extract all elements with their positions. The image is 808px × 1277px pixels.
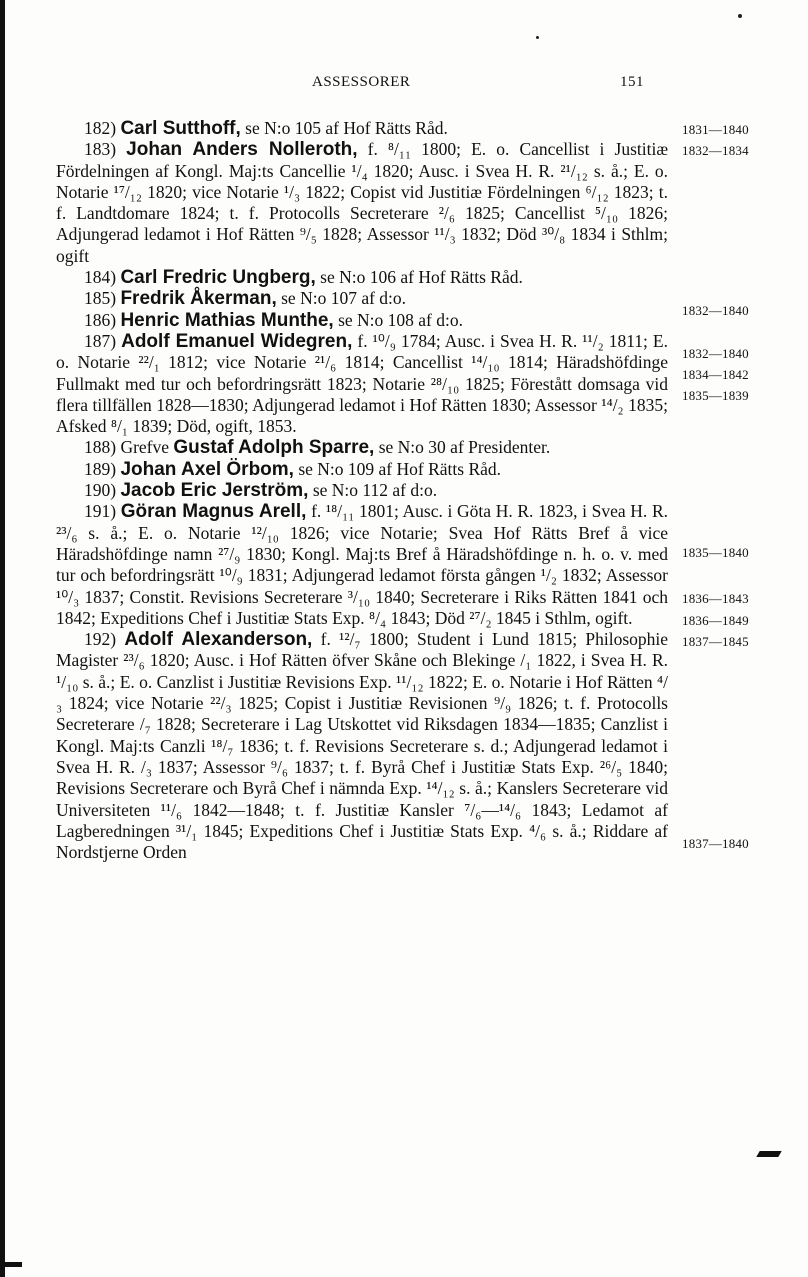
entry-years: 1832—1840 <box>682 303 749 318</box>
entry-text: f. ¹²/₇ 1800; Student i Lund 1815; Philosophie Magister ²³/₆ 1820; Ausc. i Hof Rätten öfver Skåne och Blekinge /₁ 1822, i Svea H. R. ¹/₁₀ s. å.; E. o. Canzlist i Justitiæ Revisions Exp. ¹¹/₁₂ 1822; E. o. Notarie i Hof Rätten ⁴/₃ 1824; vice Notarie ²²/₃ 1825; Copist i Justitiæ Revisionen ⁹/₉ 1826; t. f. Protocolls Secreterare /₇ 1828; Secreterare i Lag Utskottet vid Riksdagen 1834—1835; Canzlist i Kongl. Maj:ts Canzli ¹⁸/₇ 1836; t. f. Revisions Secreterare s. d.; Adjungerad ledamot i Svea H. R. /₃ 1837; Assessor ⁹/₆ 1837; t. f. Byrå Chef i Justitiæ Stats Exp. ²⁶/₅ 1840; Revisions Secreterare och Byrå Chef i nämnda Exp. ¹⁴/₁₂ s. å.; Kanslers Secreterare vid Universiteten ¹¹/₆ 1842—1848; t. f. Justitiæ Kansler ⁷/₆—¹⁴/₆ 1843; Ledamot af Lagberedningen ³¹/₁ 1845; Expeditions Chef i Justitiæ Stats Exp. ⁴/₆ s. å.; Riddare af Nordstjerne Orden <box>56 629 669 863</box>
entry-number: 182) <box>84 118 117 138</box>
entry-years: 1832—1840 <box>682 346 749 361</box>
register-entry <box>56 310 668 331</box>
speck-mark <box>536 36 539 39</box>
entry-number: 190) <box>84 480 117 501</box>
entry-text: se N:o 30 af Presidenter. <box>378 437 551 458</box>
entry-number: 191) <box>84 501 117 522</box>
entries-column <box>56 118 668 863</box>
entry-text: se N:o 112 af d:o. <box>312 480 438 501</box>
entry-text: f. ¹⁸/₁₁ 1801; Ausc. i Göta H. R. 1823, i Svea H. R. ²³/₆ s. å.; E. o. Notarie ¹²/₁₀ 1826; vice Notarie; Svea Hof Rätts Bref å vice Häradshöfdinge namn ²⁷/₉ 1830; Kongl. Maj:ts Bref å Häradshöfdinge n. h. o. v. med tur och befordringsrätt ¹⁰/₉ 1831; Adjungerad ledamot första gången ¹/₂ 1832; Assessor ¹⁰/₃ 1837; Constit. Revisions Secreterare ³/₁₀ 1840; Secreterare i Riks Rätten 1841 och 1842; Expeditions Chef i Justitiæ Stats Exp. ⁸/₄ 1843; Död ²⁷/₂ 1845 i Sthlm, ogift. <box>56 501 669 628</box>
page-number: 151 <box>620 74 644 90</box>
person-name: Jacob Eric Jerström, <box>120 480 309 502</box>
person-name: Adolf Alexanderson, <box>124 629 313 651</box>
entry-text: se N:o 109 af Hof Rätts Råd. <box>298 458 502 479</box>
person-name: Fredrik Åkerman, <box>120 288 277 310</box>
entry-years: 1836—1849 <box>682 613 749 628</box>
person-name: Göran Magnus Arell, <box>120 501 307 523</box>
register-entry <box>56 459 668 480</box>
register-entry <box>56 288 668 309</box>
running-title: ASSESSORER <box>312 74 411 90</box>
speck-mark <box>738 14 742 18</box>
person-name: Carl Fredric Ungberg, <box>120 267 316 289</box>
entry-years: 1836—1843 <box>682 591 749 606</box>
page-header <box>56 74 756 98</box>
person-name: Johan Anders Nolleroth, <box>126 139 358 161</box>
entry-number: 187) <box>84 330 117 351</box>
entry-years: 1832—1834 <box>682 143 749 158</box>
entry-years: 1835—1839 <box>682 388 749 403</box>
entry-years: 1831—1840 <box>682 122 749 137</box>
entry-number: 192) <box>84 629 117 650</box>
entry-text: se N:o 106 af Hof Rätts Råd. <box>320 267 523 288</box>
entry-number: 186) <box>84 309 117 330</box>
page-edge-mark <box>0 0 5 1277</box>
person-name: Gustaf Adolph Sparre, <box>173 437 375 459</box>
entry-title-prefix: Grefve <box>120 437 170 458</box>
entry-years: 1835—1840 <box>682 545 749 560</box>
person-name: Carl Sutthoff, <box>120 118 241 139</box>
entry-text: se N:o 108 af d:o. <box>338 309 463 330</box>
entry-years: 1837—1840 <box>682 836 749 851</box>
register-entry <box>56 118 668 139</box>
entry-number: 185) <box>84 288 117 309</box>
register-entry <box>56 331 668 437</box>
person-name: Johan Axel Örbom, <box>120 458 294 480</box>
register-entry <box>56 480 668 501</box>
entry-number: 189) <box>84 458 117 479</box>
entry-number: 188) <box>84 437 117 458</box>
person-name: Adolf Emanuel Widegren, <box>121 330 353 352</box>
entry-years: 1837—1845 <box>682 634 749 649</box>
entry-text: se N:o 107 af d:o. <box>281 288 407 309</box>
entry-text: se N:o 105 af Hof Rätts Råd. <box>245 118 448 138</box>
entry-text: f. ⁸/₁₁ 1800; E. o. Cancellist i Justitiæ Fördelningen af Kongl. Maj:ts Cancellie ¹/₄ 1820; Ausc. i Svea H. R. ²¹/₁₂ s. å.; E. o. Notarie ¹⁷/₁₂ 1820; vice Notarie ¹/₃ 1822; Copist vid Justitiæ Fördelningen ⁶/₁₂ 1823; t. f. Landtdomare 1824; t. f. Protocolls Secreterare ²/₆ 1825; Cancellist ⁵/₁₀ 1826; Adjungerad ledamot i Hof Rätten ⁹/₅ 1828; Assessor ¹¹/₃ 1832; Död ³⁰/₈ 1834 i Sthlm; ogift <box>56 139 668 266</box>
register-entry <box>56 501 668 629</box>
page-corner-mark <box>0 1262 22 1267</box>
register-entry <box>56 437 668 458</box>
entry-number: 184) <box>84 267 117 288</box>
entry-number: 183) <box>84 139 117 160</box>
register-entry <box>56 139 668 267</box>
ink-mark <box>756 1151 781 1157</box>
register-entry <box>56 629 668 863</box>
entry-text: f. ¹⁰/₉ 1784; Ausc. i Svea H. R. ¹¹/₂ 1811; E. o. Notarie ²²/₁ 1812; vice Notarie ²¹/₆ 1814; Cancellist ¹⁴/₁₀ 1814; Häradshöfdinge Fullmakt med tur och befordringsrätt 1823; Notarie ²⁸/₁₀ 1825; Förestått domsaga vid flera tillfällen 1828—1830; Adjungerad ledamot i Hof Rätten 1830; Assessor ¹⁴/₂ 1835; Afsked ⁸/₁ 1839; Död, ogift, 1853. <box>56 330 669 437</box>
entry-years: 1834—1842 <box>682 367 749 382</box>
register-entry <box>56 267 668 288</box>
person-name: Henric Mathias Munthe, <box>120 309 334 331</box>
